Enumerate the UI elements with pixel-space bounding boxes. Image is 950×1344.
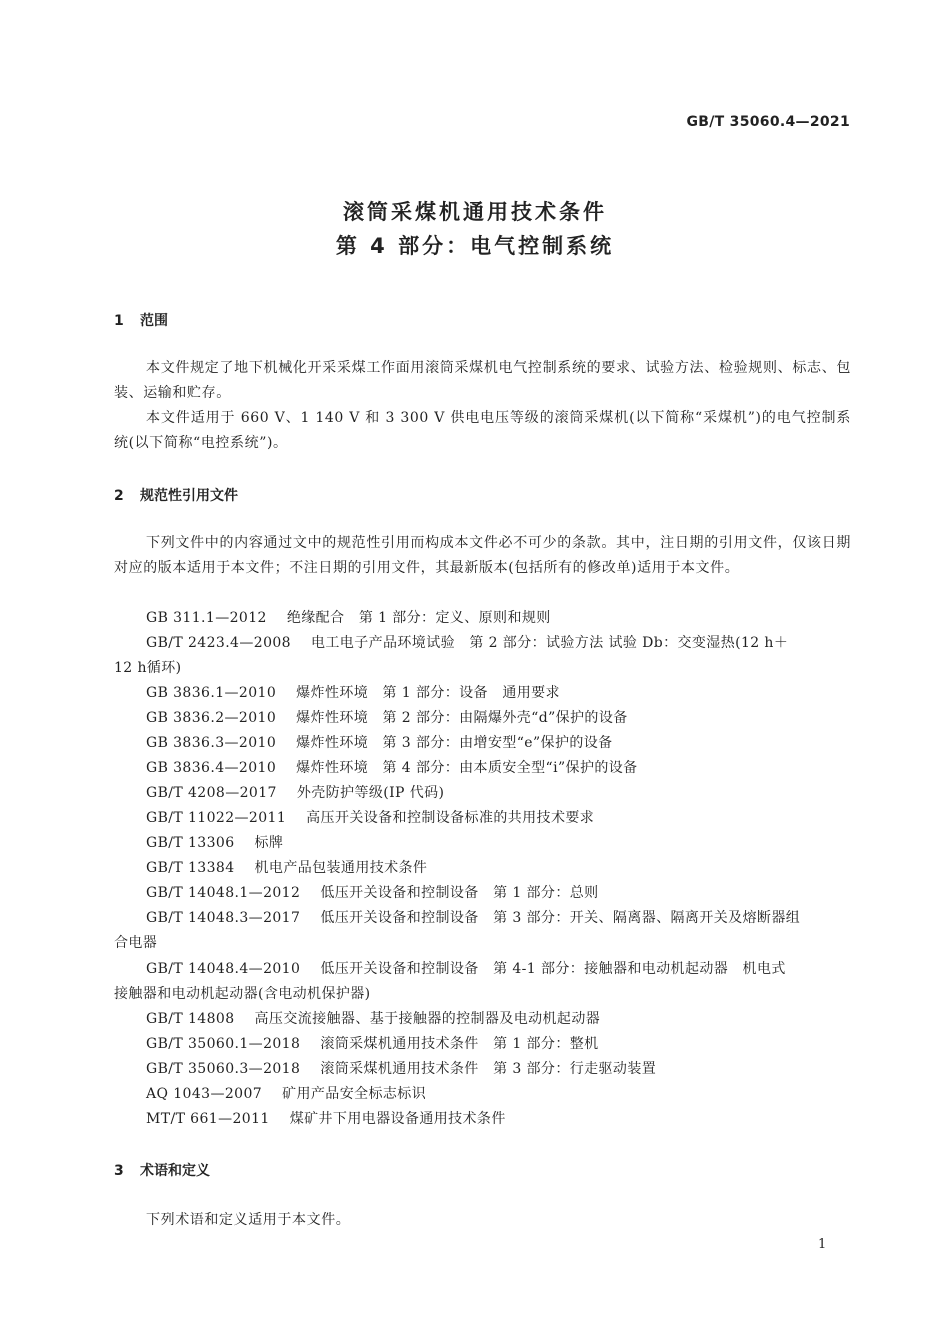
reference-code: GB/T 14048.3—2017 (146, 910, 301, 926)
section-heading-terms (114, 1160, 210, 1180)
reference-code: GB/T 2423.4—2008 (146, 635, 291, 651)
standard-code: GB/T 35060.4—2021 (686, 114, 850, 130)
reference-item (146, 782, 444, 802)
reference-item (146, 807, 594, 827)
reference-title: 高压开关设备和控制设备标准的共用技术要求 (306, 810, 595, 826)
reference-continuation: 接触器和电动机起动器(含电动机保护器) (114, 986, 371, 1002)
section-number: 3 (114, 1163, 124, 1179)
reference-code: GB 3836.1—2010 (146, 685, 277, 701)
reference-code: GB 311.1—2012 (146, 610, 267, 626)
document-title-line2: 第 4 部分：电气控制系统 (335, 234, 615, 258)
reference-item (146, 607, 551, 627)
reference-title: 爆炸性环境 第 4 部分：由本质安全型“i”保护的设备 (296, 760, 638, 776)
scope-paragraph-1: 本文件规定了地下机械化开采采煤工作面用滚筒采煤机电气控制系统的要求、试验方法、检验规则、标志、包装、运输和贮存。 (114, 360, 851, 401)
reference-item (146, 1008, 600, 1028)
reference-code: GB/T 13306 (146, 835, 235, 851)
reference-item (146, 1033, 599, 1053)
reference-continuation: 12 h循环) (114, 660, 182, 676)
section-title: 规范性引用文件 (140, 488, 238, 504)
reference-item (146, 832, 283, 852)
reference-title: 外壳防护等级(IP 代码) (296, 785, 445, 801)
reference-title: 滚筒采煤机通用技术条件 第 1 部分：整机 (320, 1036, 599, 1052)
page-number: 1 (818, 1237, 827, 1252)
reference-continuation: 合电器 (114, 935, 158, 951)
reference-item (146, 757, 638, 777)
reference-code: AQ 1043—2007 (146, 1086, 263, 1102)
references-intro-paragraph: 下列文件中的内容通过文中的规范性引用而构成本文件必不可少的条款。其中，注日期的引用文件，仅该日期对应的版本适用于本文件；不注日期的引用文件，其最新版本(包括所有的修改单)适用于本文件。 (114, 535, 851, 576)
reference-title: 低压开关设备和控制设备 第 3 部分：开关、隔离器、隔离开关及熔断器组 (320, 910, 801, 926)
reference-item (146, 632, 788, 652)
reference-code: GB/T 13384 (146, 860, 235, 876)
reference-title: 高压交流接触器、基于接触器的控制器及电动机起动器 (254, 1011, 601, 1027)
reference-code: GB/T 14048.1—2012 (146, 885, 301, 901)
reference-item (146, 1108, 506, 1128)
reference-item (146, 907, 800, 927)
reference-title: 低压开关设备和控制设备 第 4-1 部分：接触器和电动机起动器 机电式 (320, 961, 786, 977)
reference-title: 机电产品包装通用技术条件 (254, 860, 428, 876)
section-heading-normative-references (114, 485, 238, 505)
reference-title: 绝缘配合 第 1 部分：定义、原则和规则 (286, 610, 551, 626)
reference-item (146, 882, 599, 902)
reference-title: 滚筒采煤机通用技术条件 第 3 部分：行走驱动装置 (320, 1061, 657, 1077)
reference-code: GB/T 14808 (146, 1011, 235, 1027)
document-title-line1: 滚筒采煤机通用技术条件 (343, 200, 607, 224)
section-number: 2 (114, 488, 124, 504)
reference-code: GB 3836.2—2010 (146, 710, 277, 726)
reference-item (146, 682, 560, 702)
reference-item (146, 1058, 656, 1078)
reference-item (146, 732, 613, 752)
reference-code: GB 3836.4—2010 (146, 760, 277, 776)
reference-title: 爆炸性环境 第 2 部分：由隔爆外壳“d”保护的设备 (296, 710, 628, 726)
reference-code: MT/T 661—2011 (146, 1111, 270, 1127)
section-number: 1 (114, 313, 124, 329)
reference-code: GB/T 14048.4—2010 (146, 961, 301, 977)
reference-title: 矿用产品安全标志标识 (282, 1086, 427, 1102)
reference-title: 标牌 (254, 835, 284, 851)
reference-item (146, 958, 786, 978)
reference-code: GB/T 35060.3—2018 (146, 1061, 301, 1077)
section-title: 范围 (140, 313, 168, 329)
reference-code: GB 3836.3—2010 (146, 735, 277, 751)
reference-code: GB/T 4208—2017 (146, 785, 277, 801)
section-heading-scope (114, 310, 168, 330)
scope-paragraph-2: 本文件适用于 660 V、1 140 V 和 3 300 V 供电电压等级的滚筒采煤机(以下简称“采煤机”)的电气控制系统(以下简称“电控系统”)。 (114, 410, 851, 451)
reference-code: GB/T 35060.1—2018 (146, 1036, 301, 1052)
terms-intro-paragraph: 下列术语和定义适用于本文件。 (146, 1212, 351, 1228)
reference-title: 电工电子产品环境试验 第 2 部分：试验方法 试验 Db：交变湿热(12 h＋ (311, 635, 789, 651)
reference-title: 爆炸性环境 第 1 部分：设备 通用要求 (296, 685, 560, 701)
reference-title: 低压开关设备和控制设备 第 1 部分：总则 (320, 885, 599, 901)
reference-item (146, 857, 427, 877)
reference-title: 煤矿井下用电器设备通用技术条件 (289, 1111, 506, 1127)
reference-item (146, 707, 628, 727)
section-title: 术语和定义 (140, 1163, 210, 1179)
reference-code: GB/T 11022—2011 (146, 810, 287, 826)
reference-item (146, 1083, 426, 1103)
reference-title: 爆炸性环境 第 3 部分：由增安型“e”保护的设备 (296, 735, 613, 751)
